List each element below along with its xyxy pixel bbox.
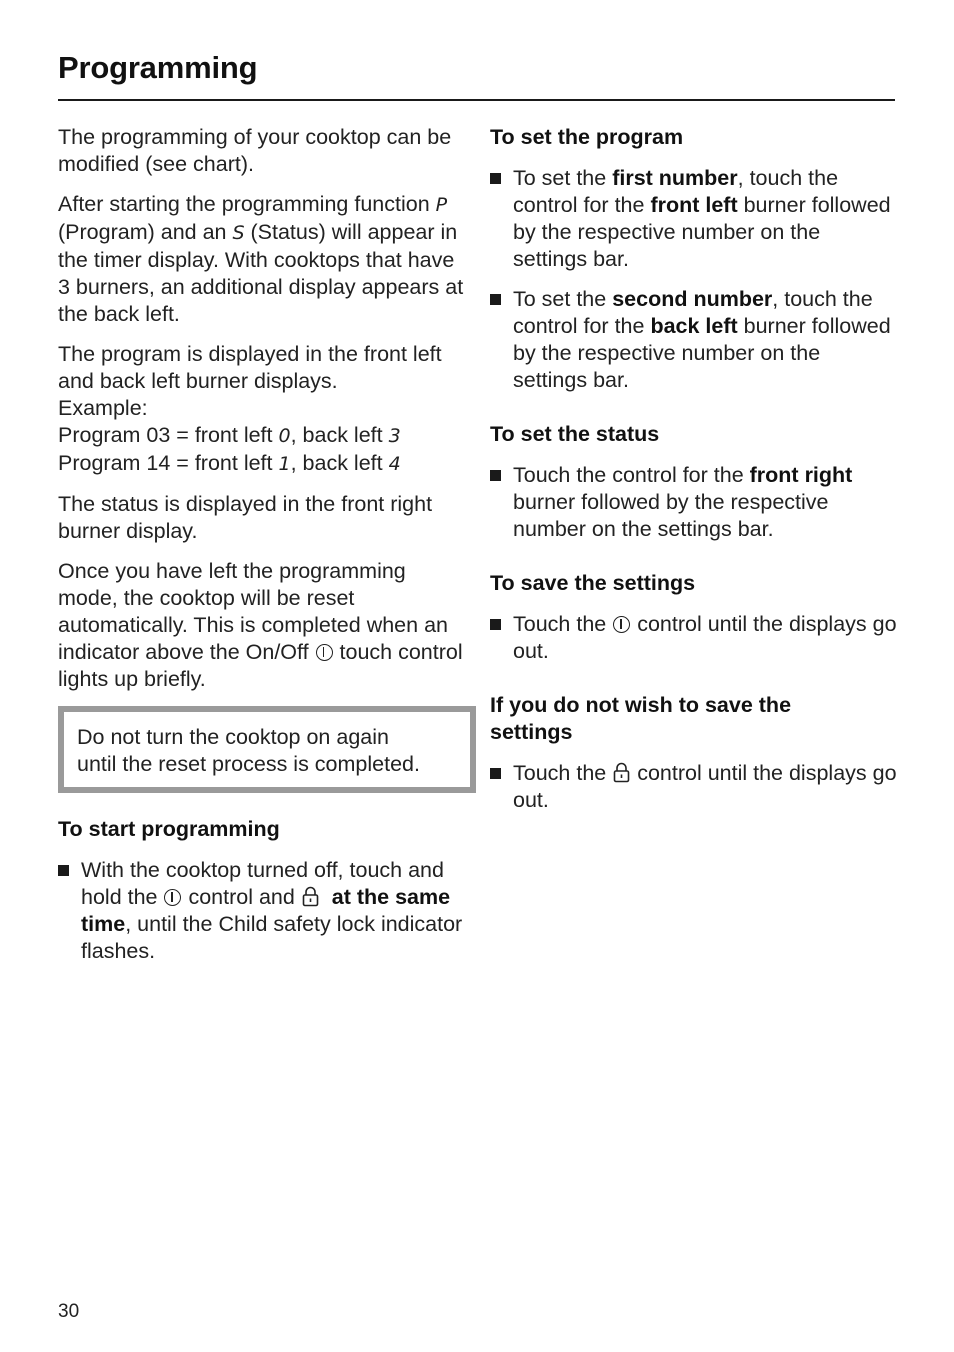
display-symbol-s: S: [232, 222, 245, 244]
on-off-icon: [316, 644, 333, 661]
display-digit: 1: [278, 453, 291, 475]
bullet-square-icon: [490, 173, 501, 184]
display-digit: 4: [388, 453, 401, 475]
list-item: Touch the control for the front right burner followed by the respective number on the settings bar.: [490, 462, 900, 543]
heading-set-status: To set the status: [490, 422, 660, 446]
page-number: 30: [58, 1301, 80, 1322]
bullet-square-icon: [490, 294, 501, 305]
list-item: With the cooktop turned off, touch and hold the control and at the same time, until the Child safety lock indicator flashes.: [58, 857, 464, 965]
display-digit: 3: [388, 425, 401, 447]
on-off-icon: [613, 616, 630, 633]
heading-save-settings: To save the settings: [490, 571, 696, 595]
lock-icon: [613, 762, 630, 783]
heading-set-program: To set the program: [490, 125, 684, 149]
heading-do-not-save: If you do not wish to save the settings: [490, 693, 792, 744]
lock-icon: [302, 886, 319, 907]
list-item: To set the first number, touch the control for the front left burner followed by the respective number on the settings bar.: [490, 165, 900, 273]
paragraph-status-display: The status is displayed in the front right burner display.: [58, 492, 433, 543]
bullet-square-icon: [490, 768, 501, 779]
list-item: To set the second number, touch the control for the back left burner followed by the respective number on the settings bar.: [490, 286, 900, 394]
paragraph-program-display: The program is displayed in the front left and back left burner displays. Example: Program 03 = front left 0, back left 3 Program 14 = front left 1, back left 4: [58, 342, 442, 475]
list-item: Touch the control until the displays go out.: [490, 611, 900, 665]
bullet-square-icon: [58, 865, 69, 876]
bullet-square-icon: [490, 619, 501, 630]
right-column: [490, 124, 900, 827]
paragraph-reset: Once you have left the programming mode, the cooktop will be reset automatically. This is completed when an indicator above the On/Off touch control lights up briefly.: [58, 559, 463, 691]
heading-start-programming: To start programming: [58, 817, 280, 841]
list-item: Touch the control until the displays go out.: [490, 760, 900, 814]
title-divider: [58, 99, 895, 101]
display-digit: 0: [278, 425, 291, 447]
left-column: [58, 124, 464, 978]
display-symbol-p: P: [435, 194, 448, 216]
warning-note: Do not turn the cooktop on again until the reset process is completed.: [58, 706, 476, 793]
paragraph-programming-function: After starting the programming function P (Program) and an S (Status) will appear in the timer display. With cooktops that have 3 burners, an additional display appears at the back left.: [58, 192, 464, 326]
page-title: Programming: [58, 50, 258, 85]
paragraph-intro: The programming of your cooktop can be modified (see chart).: [58, 125, 452, 176]
bullet-square-icon: [490, 470, 501, 481]
on-off-icon: [164, 889, 181, 906]
